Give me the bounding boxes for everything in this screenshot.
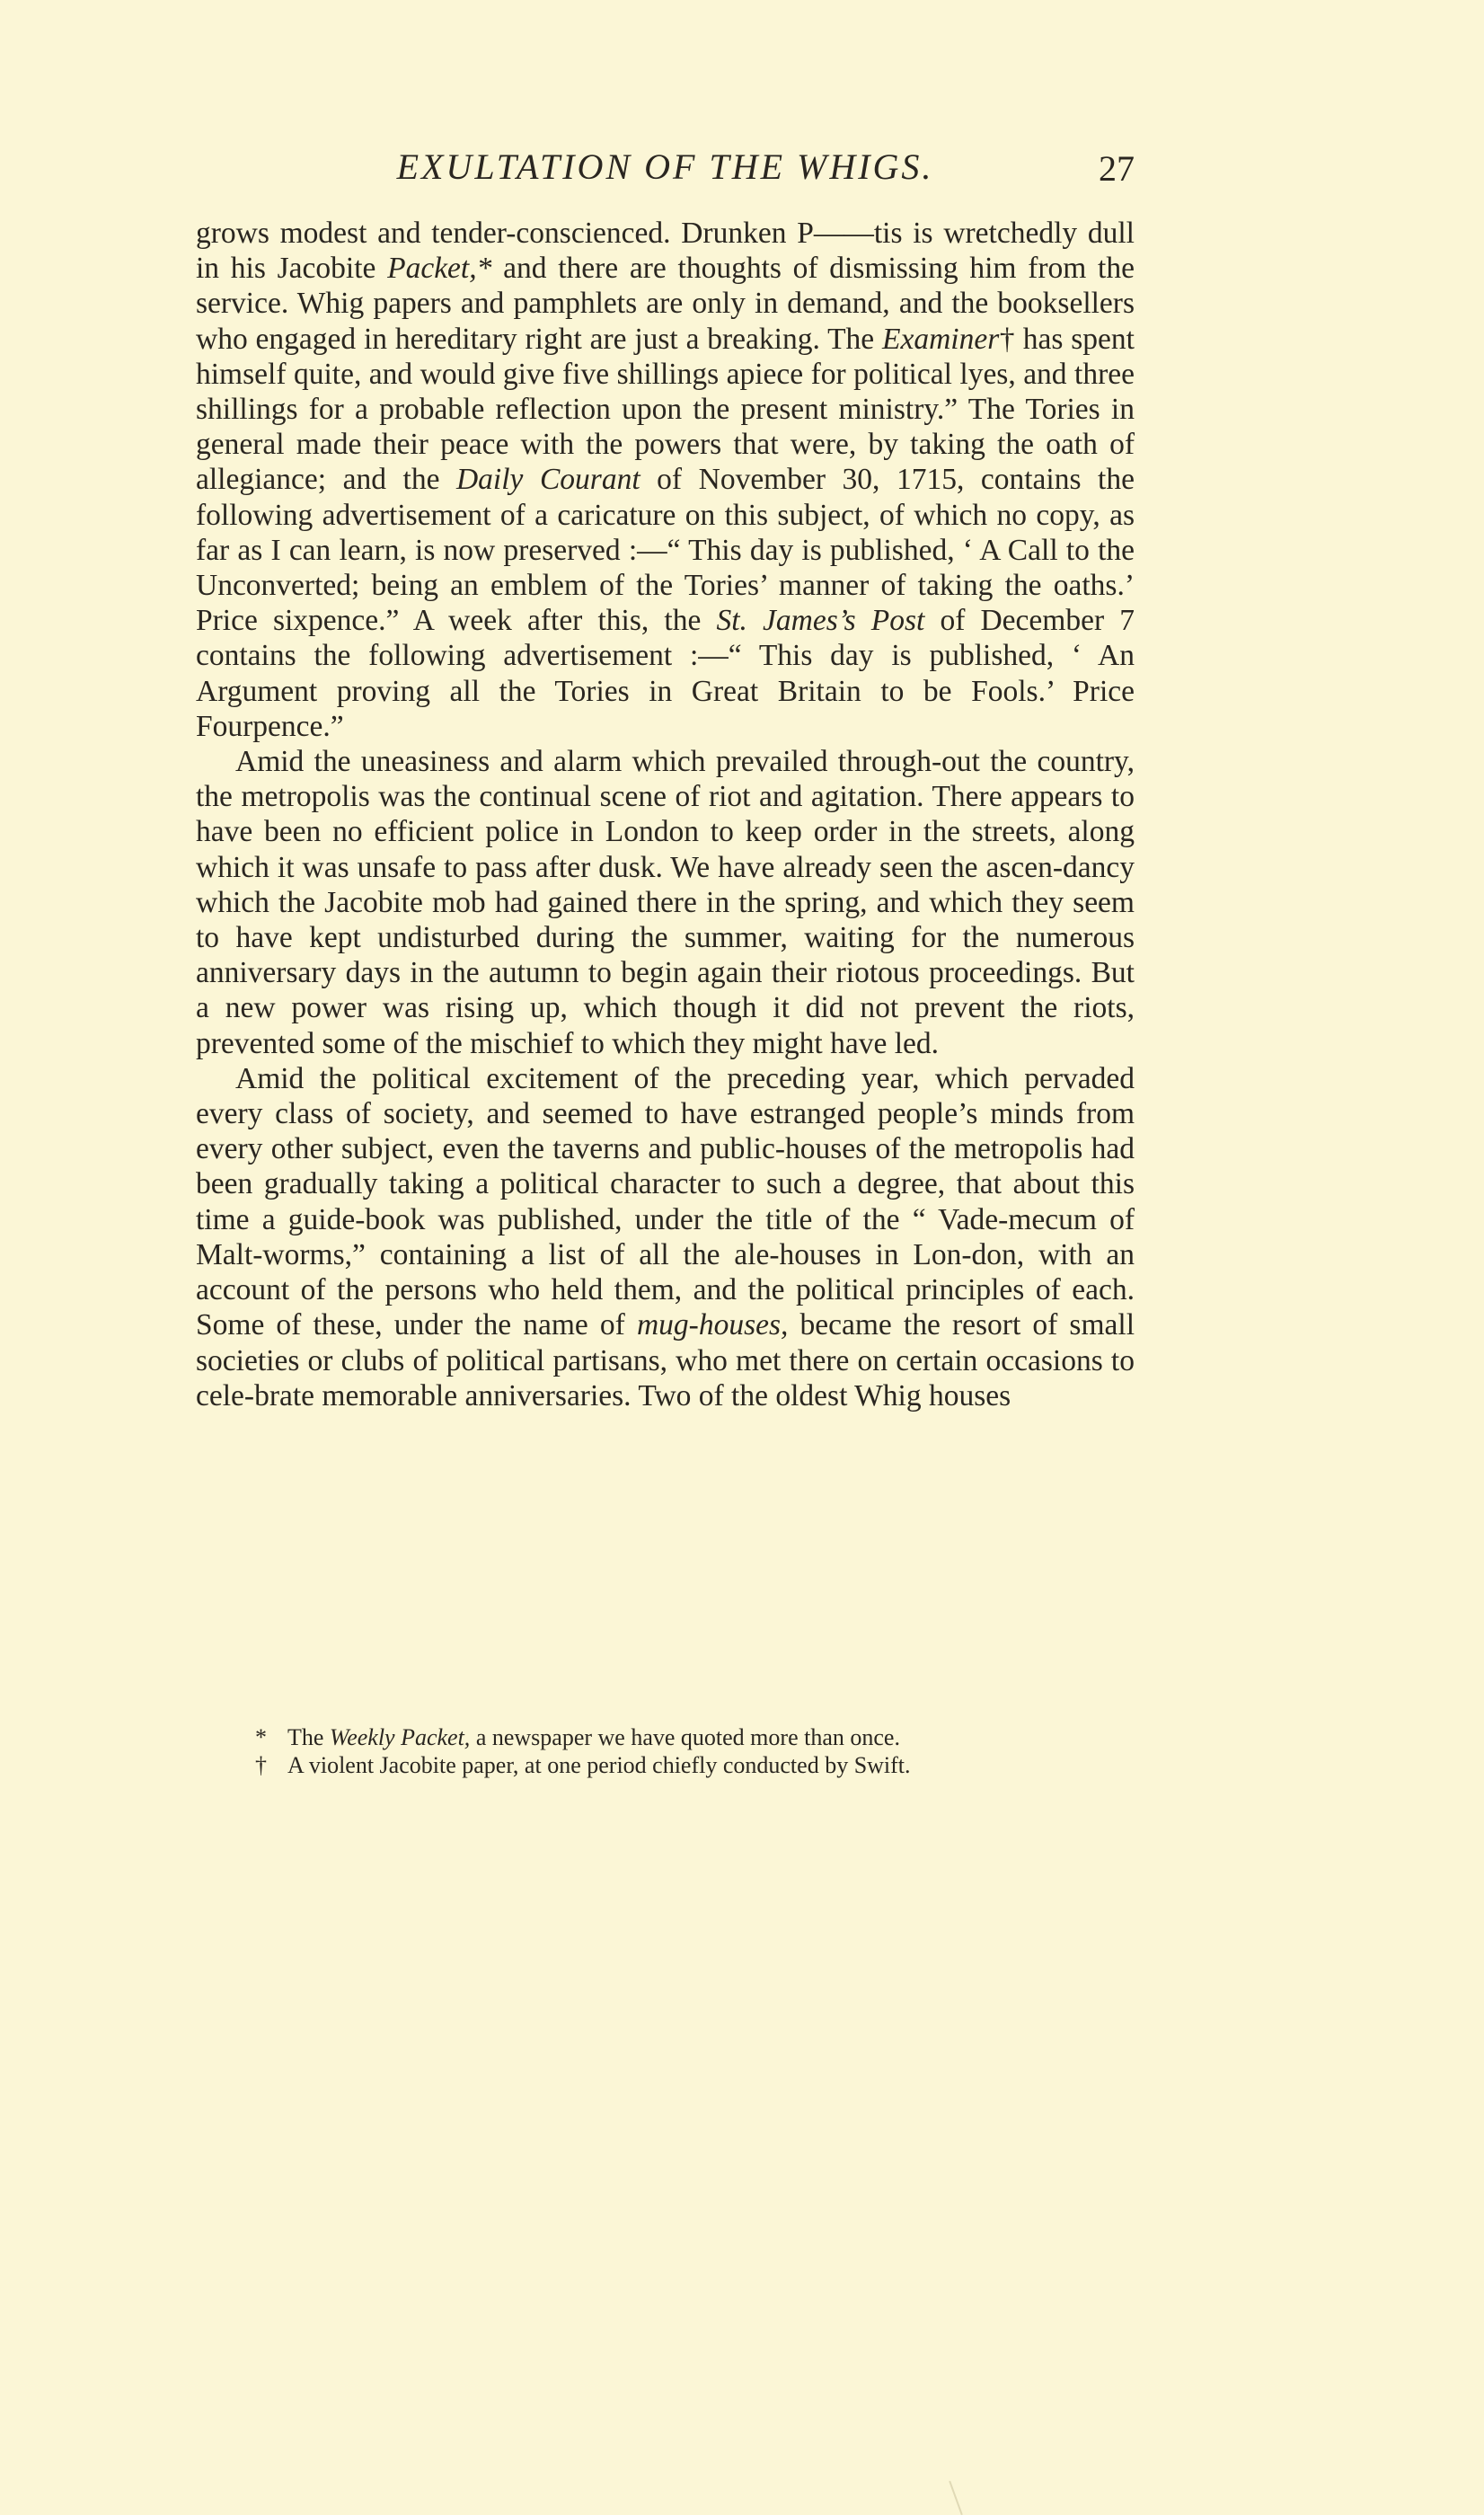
italic-text: Weekly Packet, (329, 1724, 471, 1750)
footnote-mark: † (255, 1752, 267, 1778)
italic-text: St. James’s Post (716, 604, 925, 638)
paragraph (196, 216, 1135, 744)
text-run: The (287, 1724, 330, 1750)
page-number: 27 (1099, 148, 1135, 189)
footnote (196, 1723, 1135, 1751)
footnote (196, 1751, 1135, 1779)
italic-text: Packet,* (387, 252, 492, 286)
italic-text: Examiner (882, 322, 1000, 356)
footnotes (196, 1723, 1135, 1779)
text-run: † has spent himself quite, and would give five shillings apiece for political lyes, and three shillings for a probable reflection upon the present ministry.” The Tories in general made their peace with the powers that were, by taking the oath of allegiance; and the (196, 322, 1135, 497)
italic-text: mug-houses, (636, 1308, 789, 1342)
text-run: of December 7 contains the following advertisement :—“ This day is published, ‘ An Argument proving all the Tories in Great Britain to be Fools.’ Price Fourpence.” (196, 604, 1135, 743)
running-title: EXULTATION OF THE WHIGS. (396, 146, 934, 187)
text-run: Amid the uneasiness and alarm which prevailed through-out the country, the metropolis was the continual scene of riot and agitation. There appears to have been no efficient police in London to keep order in the streets, along which it was unsafe to pass after dusk. We have already seen the ascen-dancy which the Jacobite mob had gained there in the spring, and which they seem to have kept undisturbed during the summer, waiting for the numerous anniversary days in the autumn to begin again their riotous proceedings. But a new power was rising up, which though it did not prevent the riots, prevented some of the mischief to which they might have led. (196, 745, 1135, 1060)
paper-mark (949, 2481, 963, 2515)
text-run: and there are thoughts of dismissing him from the service. Whig papers and pamphlets are only in demand, and the booksellers who engaged in hereditary right are just a breaking. The (196, 252, 1135, 356)
text-run: of November 30, 1715, contains the following advertisement of a caricature on this subject, of which no copy, as far as I can learn, is now preserved :—“ This day is published, ‘ A Call to the Unconverted; being an emblem of the Tories’ manner of taking the oaths.’ Price sixpence.” A week after this, the (196, 463, 1135, 638)
text-run: Amid the political excitement of the preceding year, which pervaded every class of society, and seemed to have estranged people’s minds from every other subject, even the taverns and public-houses of the metropolis had been gradually taking a political character to such a degree, that about this time a guide-book was published, under the title of the “ Vade-mecum of Malt-worms,” containing a list of all the ale-houses in Lon-don, with an account of the persons who held them, and the political principles of each. Some of these, under the name of (196, 1061, 1135, 1342)
paragraph (196, 1061, 1135, 1413)
text-run: A violent Jacobite paper, at one period chiefly conducted by Swift. (287, 1752, 911, 1778)
italic-text: Daily Courant (455, 463, 640, 497)
text-run: grows modest and tender-conscienced. Drunken P——tis is wretchedly dull in his Jacobite (196, 217, 1135, 286)
text-run: a newspaper we have quoted more than once. (470, 1724, 900, 1750)
body-text (196, 216, 1135, 1413)
footnote-mark: * (255, 1724, 267, 1750)
paragraph (196, 744, 1135, 1061)
text-run: became the resort of small societies or clubs of political partisans, who met there on certain occasions to cele-brate memorable anniversaries. Two of the oldest Whig houses (196, 1308, 1135, 1412)
page-header (196, 146, 1135, 196)
